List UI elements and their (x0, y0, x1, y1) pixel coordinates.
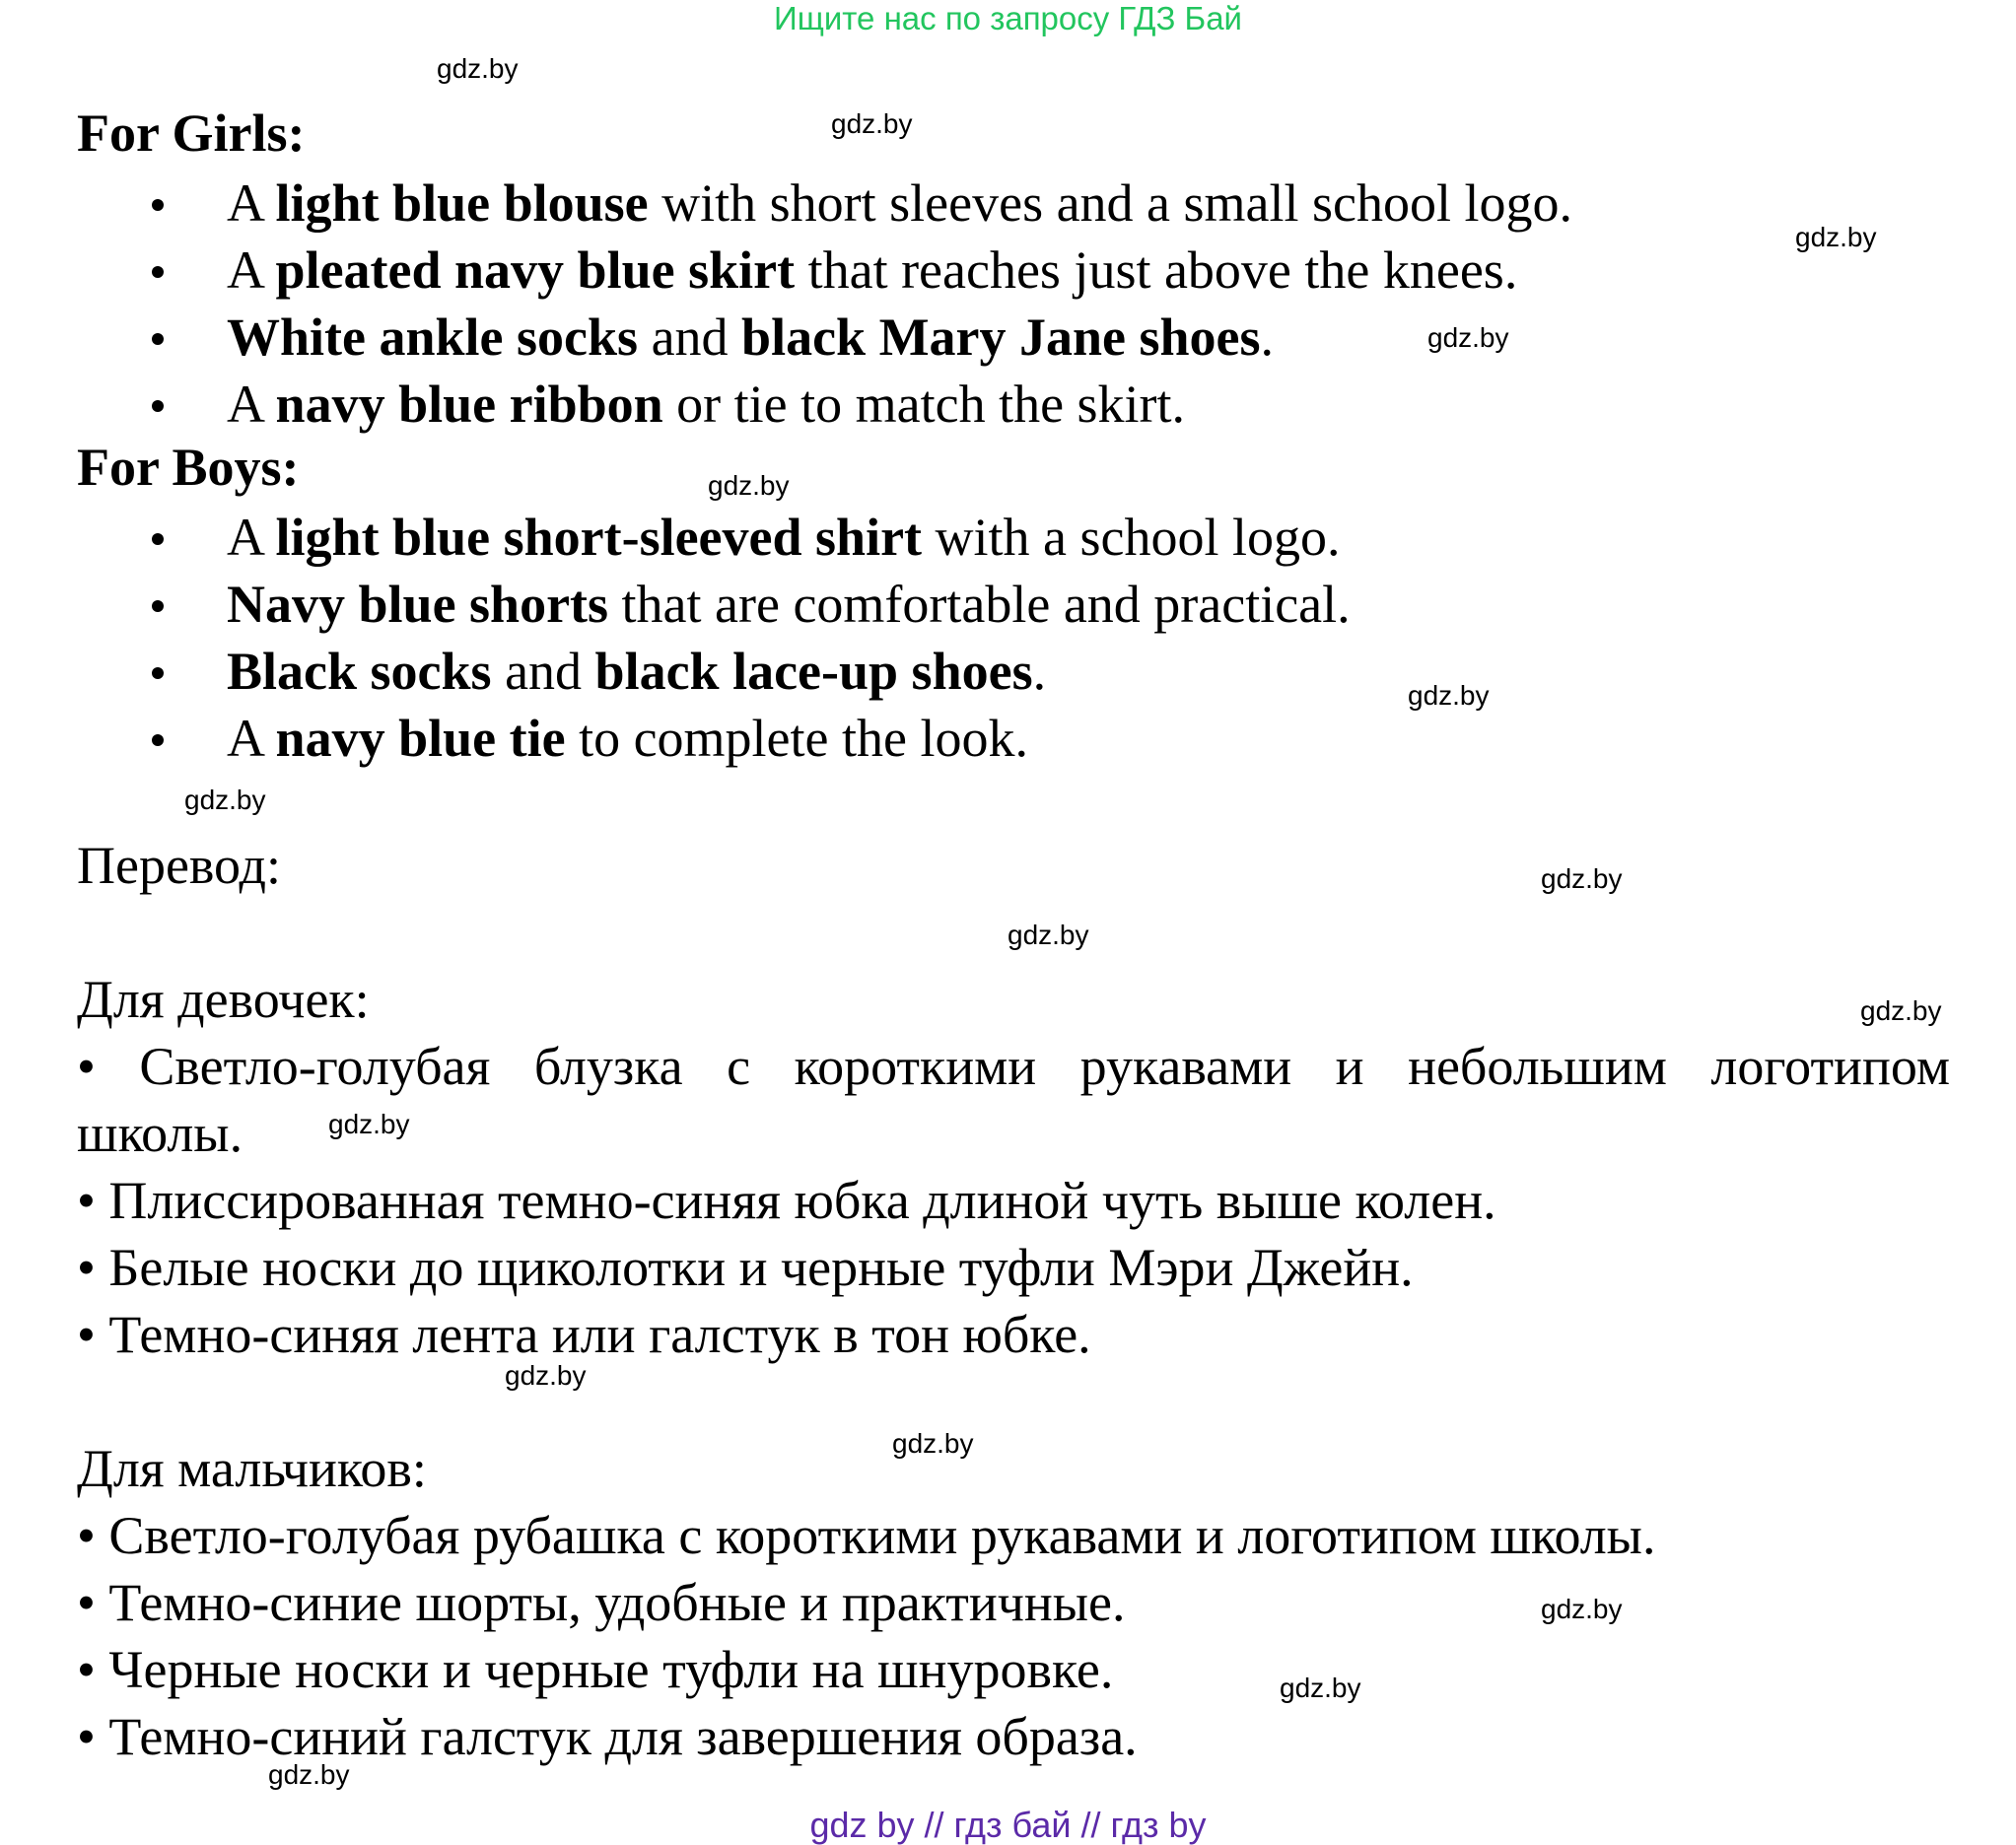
list-item: Navy blue shorts that are comfortable and practical. (0, 571, 1351, 638)
watermark: gdz.by (268, 1759, 350, 1790)
watermark: gdz.by (1541, 863, 1623, 894)
girls-list (0, 170, 1572, 438)
watermark: gdz.by (1427, 322, 1509, 353)
boys-heading: For Boys: (77, 438, 300, 497)
list-item: White ankle socks and black Mary Jane shoes. (0, 304, 1572, 371)
watermark: gdz.by (505, 1360, 587, 1391)
watermark: gdz.by (1860, 995, 1942, 1026)
girls-translation-heading: Для девочек: (77, 970, 370, 1029)
footer-watermark: gdz by // гдз бай // гдз by (809, 1805, 1207, 1845)
boys-list (0, 504, 1351, 772)
translation-item: • Светло-голубая рубашка с короткими рукавами и логотипом школы. (77, 1506, 1656, 1565)
translation-item: • Плиссированная темно-синяя юбка длиной чуть выше колен. (77, 1171, 1496, 1230)
top-banner: Ищите нас по запросу ГДЗ Бай (774, 0, 1242, 36)
translation-item: • Темно-синие шорты, удобные и практичные. (77, 1573, 1126, 1632)
translation-item: • Темно-синий галстук для завершения образа. (77, 1707, 1138, 1766)
watermark: gdz.by (892, 1428, 974, 1459)
translation-label: Перевод: (77, 836, 281, 895)
watermark: gdz.by (437, 53, 519, 84)
boys-translation-heading: Для мальчиков: (77, 1439, 427, 1498)
bullet-dot-icon (152, 199, 164, 211)
list-item: Black socks and black lace-up shoes. (0, 638, 1351, 705)
watermark: gdz.by (1408, 680, 1490, 711)
watermark: gdz.by (1280, 1673, 1361, 1703)
watermark: gdz.by (1541, 1594, 1623, 1624)
girls-heading: For Girls: (77, 103, 306, 163)
translation-item-line: школы. (77, 1104, 243, 1163)
translation-item-line: • Светло-голубая блузка с короткими рукавами и небольшим логотипом (77, 1037, 1950, 1096)
list-item: A light blue blouse with short sleeves and a small school logo. (0, 170, 1572, 237)
watermark: gdz.by (184, 785, 266, 815)
list-item: A navy blue tie to complete the look. (0, 705, 1351, 772)
translation-item (77, 1033, 1950, 1167)
watermark: gdz.by (831, 108, 913, 139)
bullet-dot-icon (152, 400, 164, 412)
watermark: gdz.by (708, 470, 790, 501)
translation-item: • Белые носки до щиколотки и черные туфли Мэри Джейн. (77, 1238, 1414, 1297)
translation-item: • Черные носки и черные туфли на шнуровке. (77, 1640, 1114, 1699)
list-item: A navy blue ribbon or tie to match the skirt. (0, 371, 1572, 438)
watermark: gdz.by (1795, 222, 1877, 252)
bullet-dot-icon (152, 667, 164, 679)
watermark: gdz.by (328, 1109, 410, 1139)
list-item: A light blue short-sleeved shirt with a school logo. (0, 504, 1351, 571)
bullet-dot-icon (152, 533, 164, 545)
translation-item: • Темно-синяя лента или галстук в тон юбке. (77, 1305, 1091, 1364)
list-item: A pleated navy blue skirt that reaches just above the knees. (0, 237, 1572, 304)
watermark: gdz.by (1008, 920, 1089, 950)
bullet-dot-icon (152, 333, 164, 345)
bullet-dot-icon (152, 266, 164, 278)
bullet-dot-icon (152, 734, 164, 746)
bullet-dot-icon (152, 600, 164, 612)
